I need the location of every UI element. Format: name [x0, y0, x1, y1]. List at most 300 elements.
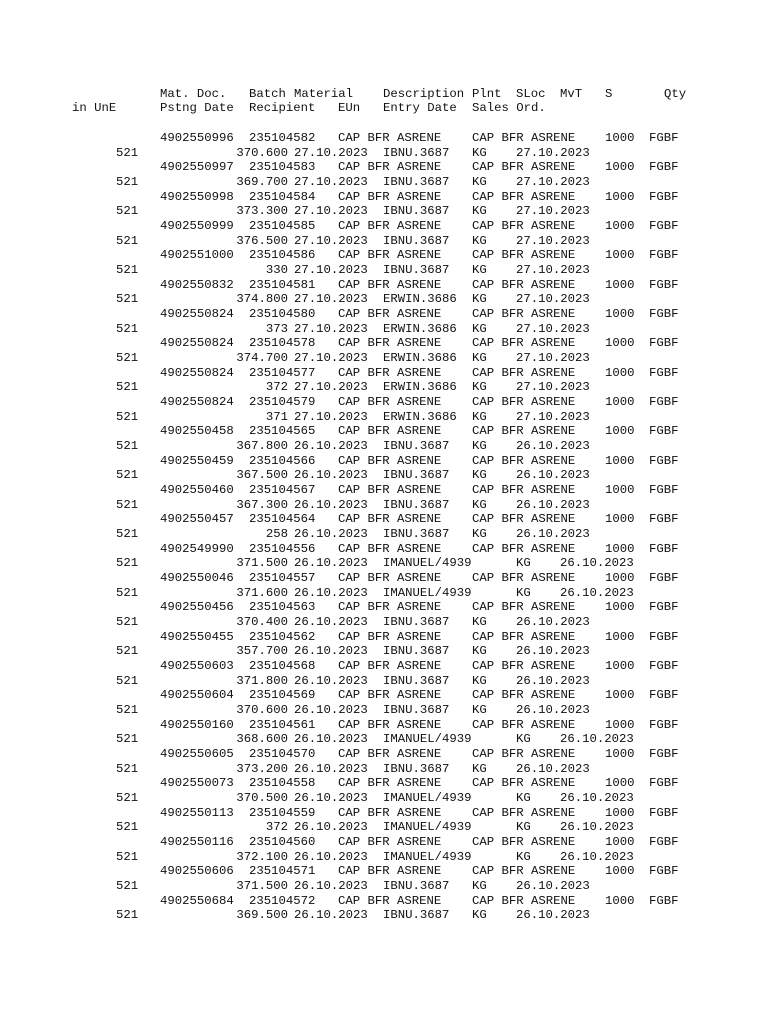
sloc-cell: FGBF: [649, 218, 679, 233]
plant-cell: 1000: [605, 717, 635, 732]
header-batch: Batch: [249, 87, 286, 101]
sloc-cell: FGBF: [649, 160, 679, 175]
mvt-cell: 521: [116, 702, 139, 717]
description-cell: CAP BFR ASRENE: [472, 248, 576, 263]
header-sales-ord: Sales Ord.: [472, 101, 546, 115]
pstng-date-cell: 27.10.2023: [294, 174, 368, 189]
mvt-cell: 521: [116, 262, 139, 277]
entry-date-cell: 26.10.2023: [560, 849, 634, 864]
recipient-cell: IBNU.3687: [383, 644, 450, 659]
eun-cell: KG: [472, 292, 487, 307]
plant-cell: 1000: [605, 688, 635, 703]
record-line-2: [0, 204, 768, 219]
qty-cell: 371.600: [236, 585, 288, 600]
record-line-2: [0, 732, 768, 747]
sloc-cell: FGBF: [649, 277, 679, 292]
description-cell: CAP BFR ASRENE: [472, 717, 576, 732]
qty-cell: 372: [265, 820, 288, 835]
sloc-cell: FGBF: [649, 365, 679, 380]
plant-cell: 1000: [605, 746, 635, 761]
recipient-cell: IBNU.3687: [383, 145, 450, 160]
qty-cell: 376.500: [236, 233, 288, 248]
mat-doc-cell: 4902550604: [160, 688, 234, 703]
mat-doc-cell: 4902550997: [160, 160, 234, 175]
qty-cell: 372: [265, 380, 288, 395]
description-cell: CAP BFR ASRENE: [472, 424, 576, 439]
description-cell: CAP BFR ASRENE: [472, 688, 576, 703]
batch-cell: 235104566: [249, 453, 316, 468]
sloc-cell: FGBF: [649, 189, 679, 204]
recipient-cell: IBNU.3687: [383, 673, 450, 688]
record-line-1: [0, 864, 768, 879]
mat-doc-cell: 4902551000: [160, 248, 234, 263]
recipient-cell: IBNU.3687: [383, 614, 450, 629]
pstng-date-cell: 27.10.2023: [294, 292, 368, 307]
sloc-cell: FGBF: [649, 453, 679, 468]
entry-date-cell: 27.10.2023: [516, 174, 590, 189]
mvt-cell: 521: [116, 556, 139, 571]
sloc-cell: FGBF: [649, 600, 679, 615]
eun-cell: KG: [472, 673, 487, 688]
recipient-cell: IBNU.3687: [383, 233, 450, 248]
description-cell: CAP BFR ASRENE: [472, 600, 576, 615]
batch-cell: 235104557: [249, 570, 316, 585]
eun-cell: KG: [472, 526, 487, 541]
sloc-cell: FGBF: [649, 893, 679, 908]
qty-cell: 371: [265, 409, 288, 424]
pstng-date-cell: 26.10.2023: [294, 438, 368, 453]
record-line-1: [0, 718, 768, 733]
header-row-1: [0, 87, 768, 102]
record-line-2: [0, 234, 768, 249]
entry-date-cell: 26.10.2023: [516, 702, 590, 717]
header-mvt: MvT: [560, 87, 583, 101]
mvt-cell: 521: [116, 790, 139, 805]
mat-doc-cell: 4902550113: [160, 805, 234, 820]
material-cell: CAP BFR ASRENE: [338, 600, 442, 615]
mat-doc-cell: 4902550116: [160, 834, 234, 849]
plant-cell: 1000: [605, 218, 635, 233]
pstng-date-cell: 26.10.2023: [294, 644, 368, 659]
plant-cell: 1000: [605, 893, 635, 908]
header-description: Description: [383, 87, 465, 101]
qty-cell: 367.500: [236, 468, 288, 483]
entry-date-cell: 26.10.2023: [560, 820, 634, 835]
mat-doc-cell: 4902550046: [160, 570, 234, 585]
plant-cell: 1000: [605, 541, 635, 556]
mvt-cell: 521: [116, 585, 139, 600]
sloc-cell: FGBF: [649, 512, 679, 527]
eun-cell: KG: [472, 321, 487, 336]
material-cell: CAP BFR ASRENE: [338, 717, 442, 732]
record-line-2: [0, 146, 768, 161]
recipient-cell: IBNU.3687: [383, 761, 450, 776]
record-line-1: [0, 190, 768, 205]
pstng-date-cell: 27.10.2023: [294, 409, 368, 424]
entry-date-cell: 26.10.2023: [516, 878, 590, 893]
eun-cell: KG: [516, 790, 531, 805]
pstng-date-cell: 26.10.2023: [294, 761, 368, 776]
pstng-date-cell: 26.10.2023: [294, 468, 368, 483]
material-cell: CAP BFR ASRENE: [338, 394, 442, 409]
plant-cell: 1000: [605, 600, 635, 615]
entry-date-cell: 27.10.2023: [516, 321, 590, 336]
mat-doc-cell: 4902550824: [160, 394, 234, 409]
description-cell: CAP BFR ASRENE: [472, 189, 576, 204]
header-qty: Qty: [664, 87, 687, 101]
record-line-1: [0, 336, 768, 351]
mvt-cell: 521: [116, 673, 139, 688]
sloc-cell: FGBF: [649, 336, 679, 351]
header-in-une: in UnE: [72, 101, 117, 115]
header-plnt: Plnt: [472, 87, 502, 101]
record-line-2: [0, 556, 768, 571]
eun-cell: KG: [472, 233, 487, 248]
material-cell: CAP BFR ASRENE: [338, 365, 442, 380]
qty-cell: 369.500: [236, 908, 288, 923]
description-cell: CAP BFR ASRENE: [472, 864, 576, 879]
record-line-2: [0, 263, 768, 278]
batch-cell: 235104580: [249, 306, 316, 321]
qty-cell: 368.600: [236, 732, 288, 747]
record-line-2: [0, 380, 768, 395]
entry-date-cell: 26.10.2023: [516, 614, 590, 629]
mvt-cell: 521: [116, 204, 139, 219]
sloc-cell: FGBF: [649, 805, 679, 820]
pstng-date-cell: 26.10.2023: [294, 702, 368, 717]
header-eun: EUn: [338, 101, 361, 115]
record-line-2: [0, 468, 768, 483]
mat-doc-cell: 4902549990: [160, 541, 234, 556]
entry-date-cell: 26.10.2023: [516, 908, 590, 923]
mvt-cell: 521: [116, 761, 139, 776]
description-cell: CAP BFR ASRENE: [472, 746, 576, 761]
material-cell: CAP BFR ASRENE: [338, 248, 442, 263]
pstng-date-cell: 26.10.2023: [294, 849, 368, 864]
qty-cell: 374.800: [236, 292, 288, 307]
description-cell: CAP BFR ASRENE: [472, 453, 576, 468]
description-cell: CAP BFR ASRENE: [472, 805, 576, 820]
sloc-cell: FGBF: [649, 688, 679, 703]
eun-cell: KG: [472, 761, 487, 776]
qty-cell: 371.800: [236, 673, 288, 688]
sloc-cell: FGBF: [649, 131, 679, 145]
batch-cell: 235104581: [249, 277, 316, 292]
recipient-cell: IBNU.3687: [383, 174, 450, 189]
mat-doc-cell: 4902550832: [160, 277, 234, 292]
eun-cell: KG: [516, 585, 531, 600]
mat-doc-cell: 4902550605: [160, 746, 234, 761]
mvt-cell: 521: [116, 614, 139, 629]
recipient-cell: IBNU.3687: [383, 438, 450, 453]
entry-date-cell: 26.10.2023: [516, 468, 590, 483]
description-cell: CAP BFR ASRENE: [472, 629, 576, 644]
batch-cell: 235104556: [249, 541, 316, 556]
plant-cell: 1000: [605, 453, 635, 468]
batch-cell: 235104582: [249, 131, 316, 145]
entry-date-cell: 26.10.2023: [560, 556, 634, 571]
material-cell: CAP BFR ASRENE: [338, 746, 442, 761]
entry-date-cell: 27.10.2023: [516, 204, 590, 219]
entry-date-cell: 26.10.2023: [560, 790, 634, 805]
mvt-cell: 521: [116, 438, 139, 453]
mat-doc-cell: 4902550160: [160, 717, 234, 732]
mvt-cell: 521: [116, 644, 139, 659]
qty-cell: 370.600: [236, 702, 288, 717]
plant-cell: 1000: [605, 512, 635, 527]
pstng-date-cell: 27.10.2023: [294, 380, 368, 395]
record-line-1: [0, 278, 768, 293]
header-material: Material: [294, 87, 354, 101]
mat-doc-cell: 4902550455: [160, 629, 234, 644]
eun-cell: KG: [472, 468, 487, 483]
description-cell: CAP BFR ASRENE: [472, 834, 576, 849]
description-cell: CAP BFR ASRENE: [472, 658, 576, 673]
record-line-1: [0, 835, 768, 850]
plant-cell: 1000: [605, 306, 635, 321]
pstng-date-cell: 26.10.2023: [294, 878, 368, 893]
eun-cell: KG: [472, 204, 487, 219]
header-mat-doc: Mat. Doc.: [160, 87, 227, 101]
batch-cell: 235104579: [249, 394, 316, 409]
recipient-cell: ERWIN.3686: [383, 409, 457, 424]
record-line-2: [0, 322, 768, 337]
record-line-1: [0, 688, 768, 703]
qty-cell: 373.300: [236, 204, 288, 219]
record-line-2: [0, 439, 768, 454]
header-row-2: [0, 101, 768, 116]
sloc-cell: FGBF: [649, 776, 679, 791]
mvt-cell: 521: [116, 878, 139, 893]
mat-doc-cell: 4902550996: [160, 131, 234, 145]
entry-date-cell: 26.10.2023: [516, 438, 590, 453]
entry-date-cell: 26.10.2023: [560, 585, 634, 600]
eun-cell: KG: [516, 556, 531, 571]
record-line-1: [0, 512, 768, 527]
pstng-date-cell: 27.10.2023: [294, 321, 368, 336]
material-cell: CAP BFR ASRENE: [338, 864, 442, 879]
record-line-1: [0, 542, 768, 557]
plant-cell: 1000: [605, 365, 635, 380]
qty-cell: 372.100: [236, 849, 288, 864]
pstng-date-cell: 26.10.2023: [294, 790, 368, 805]
eun-cell: KG: [472, 614, 487, 629]
eun-cell: KG: [472, 174, 487, 189]
recipient-cell: IBNU.3687: [383, 526, 450, 541]
description-cell: CAP BFR ASRENE: [472, 277, 576, 292]
eun-cell: KG: [516, 732, 531, 747]
sloc-cell: FGBF: [649, 570, 679, 585]
pstng-date-cell: 26.10.2023: [294, 732, 368, 747]
eun-cell: KG: [472, 497, 487, 512]
batch-cell: 235104558: [249, 776, 316, 791]
batch-cell: 235104564: [249, 512, 316, 527]
mat-doc-cell: 4902550824: [160, 336, 234, 351]
entry-date-cell: 26.10.2023: [516, 526, 590, 541]
batch-cell: 235104559: [249, 805, 316, 820]
recipient-cell: IBNU.3687: [383, 878, 450, 893]
pstng-date-cell: 26.10.2023: [294, 497, 368, 512]
mvt-cell: 521: [116, 468, 139, 483]
record-line-1: [0, 659, 768, 674]
recipient-cell: IMANUEL/4939: [383, 732, 472, 747]
pstng-date-cell: 26.10.2023: [294, 820, 368, 835]
sloc-cell: FGBF: [649, 834, 679, 849]
recipient-cell: IBNU.3687: [383, 497, 450, 512]
record-line-1: [0, 776, 768, 791]
pstng-date-cell: 27.10.2023: [294, 204, 368, 219]
sloc-cell: FGBF: [649, 864, 679, 879]
mat-doc-cell: 4902550824: [160, 365, 234, 380]
sloc-cell: FGBF: [649, 248, 679, 263]
mat-doc-cell: 4902550603: [160, 658, 234, 673]
recipient-cell: ERWIN.3686: [383, 350, 457, 365]
eun-cell: KG: [472, 350, 487, 365]
mat-doc-cell: 4902550460: [160, 482, 234, 497]
eun-cell: KG: [516, 820, 531, 835]
mvt-cell: 521: [116, 820, 139, 835]
sloc-cell: FGBF: [649, 658, 679, 673]
sloc-cell: FGBF: [649, 424, 679, 439]
material-cell: CAP BFR ASRENE: [338, 336, 442, 351]
mat-doc-cell: 4902550458: [160, 424, 234, 439]
recipient-cell: IMANUEL/4939: [383, 849, 472, 864]
batch-cell: 235104577: [249, 365, 316, 380]
batch-cell: 235104563: [249, 600, 316, 615]
recipient-cell: IBNU.3687: [383, 262, 450, 277]
description-cell: CAP BFR ASRENE: [472, 160, 576, 175]
record-line-1: [0, 307, 768, 322]
header-recipient: Recipient: [249, 101, 316, 115]
batch-cell: 235104586: [249, 248, 316, 263]
material-cell: CAP BFR ASRENE: [338, 629, 442, 644]
batch-cell: 235104585: [249, 218, 316, 233]
material-cell: CAP BFR ASRENE: [338, 805, 442, 820]
eun-cell: KG: [472, 438, 487, 453]
qty-cell: 371.500: [236, 878, 288, 893]
material-cell: CAP BFR ASRENE: [338, 776, 442, 791]
record-line-1: [0, 630, 768, 645]
description-cell: CAP BFR ASRENE: [472, 776, 576, 791]
qty-cell: 369.700: [236, 174, 288, 189]
record-line-1: [0, 395, 768, 410]
sloc-cell: FGBF: [649, 746, 679, 761]
material-cell: CAP BFR ASRENE: [338, 541, 442, 556]
sloc-cell: FGBF: [649, 717, 679, 732]
record-line-1: [0, 600, 768, 615]
material-cell: CAP BFR ASRENE: [338, 218, 442, 233]
header-entry-date: Entry Date: [383, 101, 457, 115]
batch-cell: 235104560: [249, 834, 316, 849]
mvt-cell: 521: [116, 849, 139, 864]
mvt-cell: 521: [116, 145, 139, 160]
qty-cell: 370.600: [236, 145, 288, 160]
plant-cell: 1000: [605, 658, 635, 673]
description-cell: CAP BFR ASRENE: [472, 570, 576, 585]
entry-date-cell: 27.10.2023: [516, 409, 590, 424]
record-line-1: [0, 366, 768, 381]
mat-doc-cell: 4902550457: [160, 512, 234, 527]
pstng-date-cell: 26.10.2023: [294, 526, 368, 541]
entry-date-cell: 26.10.2023: [516, 497, 590, 512]
mat-doc-cell: 4902550606: [160, 864, 234, 879]
record-line-2: [0, 498, 768, 513]
recipient-cell: ERWIN.3686: [383, 321, 457, 336]
record-line-1: [0, 424, 768, 439]
qty-cell: 373.200: [236, 761, 288, 776]
record-line-2: [0, 820, 768, 835]
mvt-cell: 521: [116, 908, 139, 923]
description-cell: CAP BFR ASRENE: [472, 218, 576, 233]
entry-date-cell: 27.10.2023: [516, 292, 590, 307]
mvt-cell: 521: [116, 174, 139, 189]
qty-cell: 357.700: [236, 644, 288, 659]
record-line-2: [0, 674, 768, 689]
batch-cell: 235104568: [249, 658, 316, 673]
pstng-date-cell: 27.10.2023: [294, 145, 368, 160]
mat-doc-cell: 4902550456: [160, 600, 234, 615]
description-cell: CAP BFR ASRENE: [472, 512, 576, 527]
description-cell: CAP BFR ASRENE: [472, 365, 576, 380]
mat-doc-cell: 4902550459: [160, 453, 234, 468]
material-cell: CAP BFR ASRENE: [338, 131, 442, 145]
batch-cell: 235104583: [249, 160, 316, 175]
record-line-1: [0, 483, 768, 498]
plant-cell: 1000: [605, 570, 635, 585]
material-cell: CAP BFR ASRENE: [338, 834, 442, 849]
record-line-2: [0, 586, 768, 601]
header-pstng-date: Pstng Date: [160, 101, 234, 115]
record-line-1: [0, 131, 768, 146]
mat-doc-cell: 4902550999: [160, 218, 234, 233]
record-line-2: [0, 351, 768, 366]
record-line-2: [0, 850, 768, 865]
entry-date-cell: 26.10.2023: [516, 761, 590, 776]
plant-cell: 1000: [605, 277, 635, 292]
record-line-1: [0, 219, 768, 234]
recipient-cell: IBNU.3687: [383, 468, 450, 483]
qty-cell: 370.500: [236, 790, 288, 805]
record-line-1: [0, 747, 768, 762]
material-cell: CAP BFR ASRENE: [338, 893, 442, 908]
mvt-cell: 521: [116, 497, 139, 512]
recipient-cell: IMANUEL/4939: [383, 790, 472, 805]
plant-cell: 1000: [605, 248, 635, 263]
plant-cell: 1000: [605, 629, 635, 644]
record-line-2: [0, 908, 768, 923]
plant-cell: 1000: [605, 131, 635, 145]
plant-cell: 1000: [605, 394, 635, 409]
record-line-1: [0, 248, 768, 263]
eun-cell: KG: [472, 878, 487, 893]
material-cell: CAP BFR ASRENE: [338, 453, 442, 468]
recipient-cell: IMANUEL/4939: [383, 585, 472, 600]
description-cell: CAP BFR ASRENE: [472, 394, 576, 409]
qty-cell: 371.500: [236, 556, 288, 571]
batch-cell: 235104571: [249, 864, 316, 879]
recipient-cell: IBNU.3687: [383, 908, 450, 923]
plant-cell: 1000: [605, 336, 635, 351]
entry-date-cell: 26.10.2023: [516, 644, 590, 659]
sloc-cell: FGBF: [649, 629, 679, 644]
entry-date-cell: 27.10.2023: [516, 262, 590, 277]
eun-cell: KG: [472, 409, 487, 424]
material-cell: CAP BFR ASRENE: [338, 482, 442, 497]
batch-cell: 235104572: [249, 893, 316, 908]
eun-cell: KG: [472, 702, 487, 717]
recipient-cell: IBNU.3687: [383, 204, 450, 219]
recipient-cell: ERWIN.3686: [383, 380, 457, 395]
